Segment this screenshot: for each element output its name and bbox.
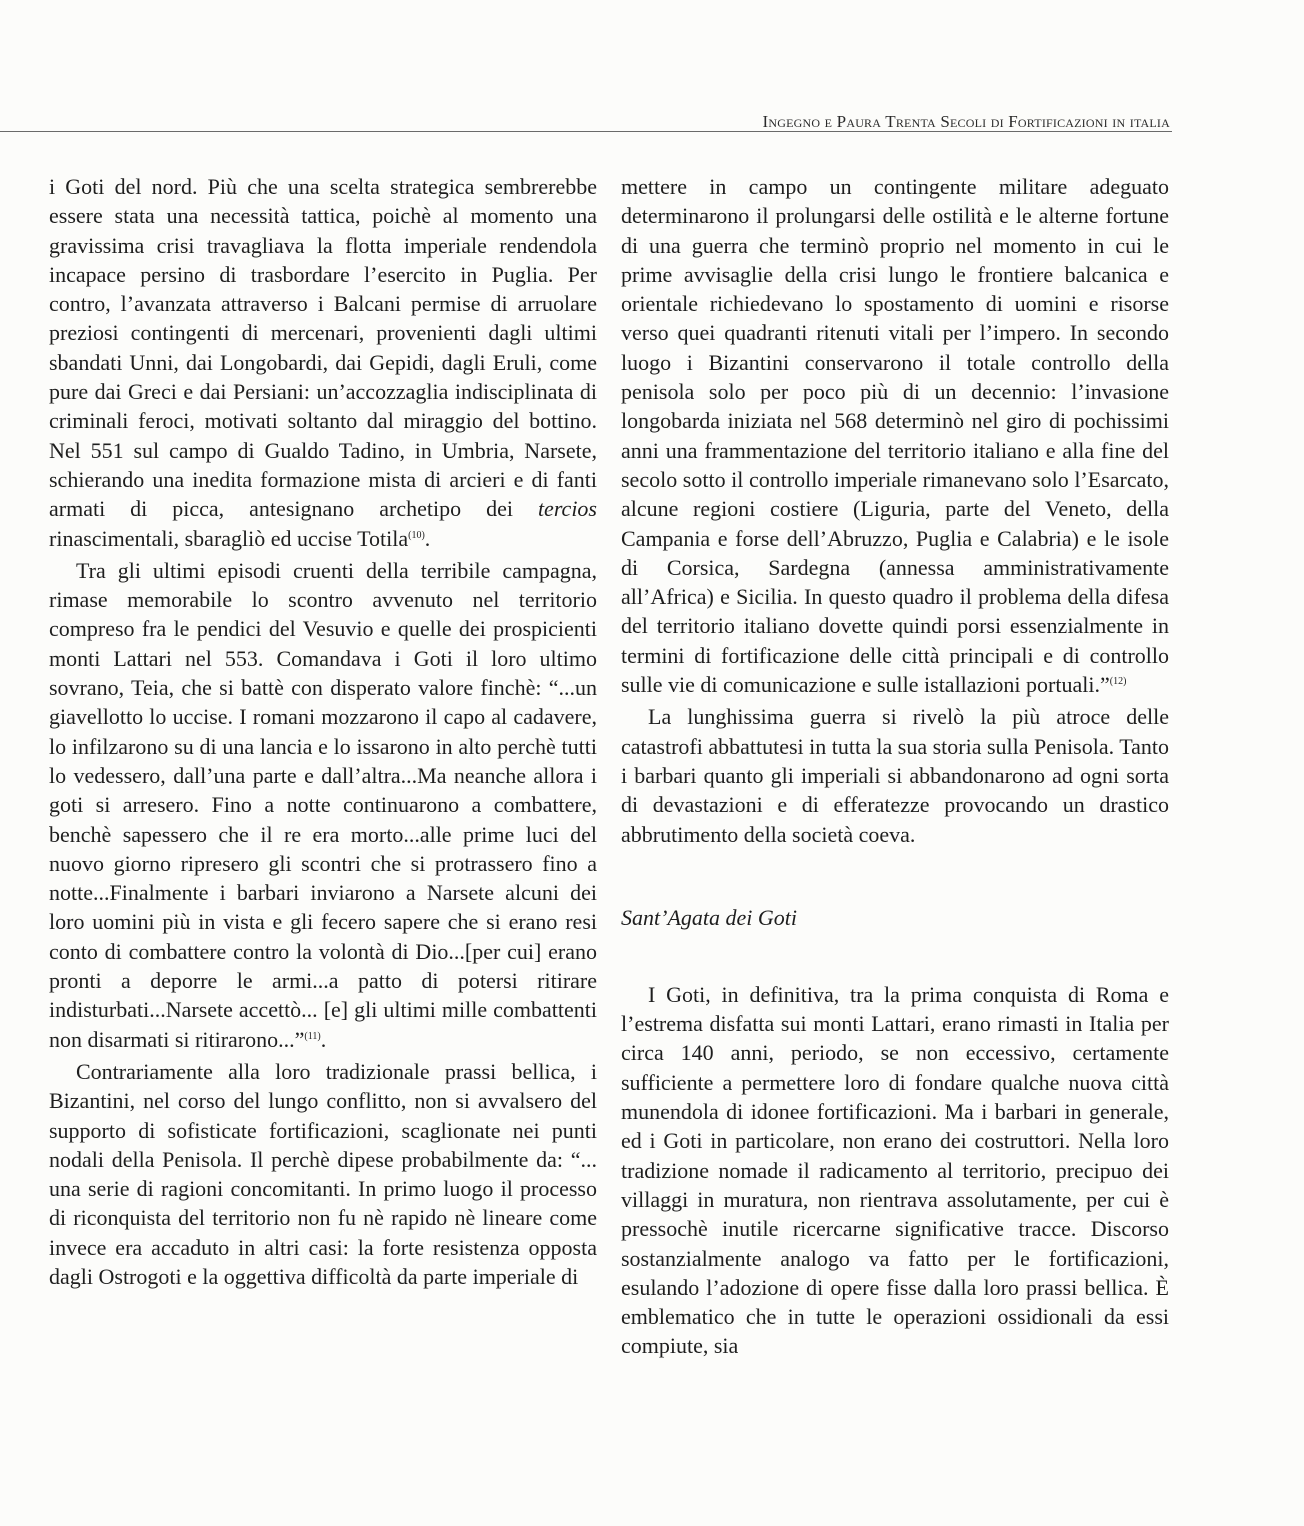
paragraph: Contrariamente alla loro tradizionale prassi bellica, i Bizantini, nel corso del lungo conflitto, non si avvalsero del supporto di sofisticate fortificazioni, scaglionate nei punti nodali della Penisola. Il perchè dipese probabilmente da: “... una serie di ragioni concomitanti. In primo luogo il processo di riconquista del territorio non fu nè rapido nè lineare come invece era accaduto in altri casi: la forte resistenza opposta dagli Ostrogoti e la oggettiva difficoltà da parte imperiale di bbox=[49, 1058, 597, 1289]
paragraph: i Goti del nord. Più che una scelta strategica sembrerebbe essere stata una necessità tattica, poichè al momento una gravissima crisi travagliava la flotta imperiale rendendola incapace persino di trasbordare l’esercito in Puglia. Per contro, l’avanzata attraverso i Balcani permise di arruolare preziosi contingenti di mercenari, provenienti dagli ultimi sbandati Unni, dai Longobardi, dai Gepidi, dagli Eruli, come pure dai Greci e dai Persiani: un’accozzaglia indisciplinata di criminali feroci, motivati soltanto dal miraggio del bottino. Nel 551 sul campo di Gualdo Tadino, in Umbria, Narsete, schierando una inedita formazione mista di arcieri e di fanti armati di picca, antesignano archetipo dei tercios rinascimentali, sbaragliò ed uccise Totila$^{(10)}$. bbox=[49, 174, 597, 551]
paragraph: Tra gli ultimi episodi cruenti della terribile campagna, rimase memorabile lo scontro avvenuto nel territorio compreso fra le pendici del Vesuvio e quelle dei prospicienti monti Lattari nel 553. Comandava i Goti il loro ultimo sovrano, Teia, che si battè con disperato valore finchè: “...un giavellotto lo uccise. I romani mozzarono il capo al cadavere, lo infilzarono su di una lancia e lo issarono in alto perchè tutti lo vedessero, dall’una parte e dall’altra...Ma neanche allora i goti si arresero. Fino a notte continuarono a combattere, benchè sapessero che il re era morto...alle prime luci del nuovo giorno ripresero gli scontri che si protrassero fino a notte...Finalmente i barbari inviarono a Narsete alcuni dei loro uomini più in vista e gli fecero sapere che si erano resi conto di combattere contro la volontà di Dio...[per cui] erano pronti a deporre le armi...a patto di potersi ritirare indisturbati...Narsete accettò... [e] gli ultimi mille combattenti non disarmati si ritirarono...”$^{(11)}$. bbox=[49, 557, 597, 1052]
footnote-ref: (10) bbox=[408, 529, 425, 541]
header-rule bbox=[0, 131, 1172, 132]
paragraph: I Goti, in definitiva, tra la prima conquista di Roma e l’estrema disfatta sui monti Lattari, erano rimasti in Italia per circa 140 anni, periodo, se non eccessivo, certamente sufficiente a permettere loro di fondare qualche nuova città munendola di idonee fortificazioni. Ma i barbari in generale, ed i Goti in particolare, non erano dei costruttori. Nella loro tradizione nomade il radicamento al territorio, precipuo dei villaggi in muratura, non rientrava assolutamente, per cui è pressochè inutile ricercarne significative tracce. Discorso sostanzialmente analogo va fatto per le fortificazioni, esulando l’adozione di opere fisse dalla loro prassi bellica. È emblematico che in tutte le operazioni ossidionali da essi compiute, sia bbox=[621, 981, 1169, 1359]
footnote-ref: (11) bbox=[304, 1030, 321, 1042]
running-header: Ingegno e Paura Trenta Secoli di Fortificazioni in italia bbox=[762, 112, 1170, 131]
footnote-ref: (12) bbox=[1109, 676, 1127, 688]
right-column bbox=[621, 172, 1169, 1361]
paragraph: mettere in campo un contingente militare adeguato determinarono il prolungarsi delle ostilità e le alterne fortune di una guerra che terminò proprio nel momento in cui le prime avvisaglie della crisi lungo le frontiere balcanica e orientale richiedevano lo spostamento di uomini e risorse verso quei quadranti ritenuti vitali per l’impero. In secondo luogo i Bizantini conservarono il totale controllo della penisola solo per poco più di un decennio: l’invasione longobarda iniziata nel 568 determinò nel giro di pochissimi anni una frammentazione del territorio italiano e alla fine del secolo sotto il controllo imperiale rimanevano solo l’Esarcato, alcune regioni costiere (Liguria, parte del Veneto, della Campania e forse dell’Abruzzo, Puglia e Calabria) e le isole di Corsica, Sardegna (annessa amministrativamente all’Africa) e Sicilia. In questo quadro il problema della difesa del territorio italiano dovette quindi porsi essenzialmente in termini di fortificazione delle città principali e di controllo sulle vie di comunicazione e sulle istallazioni portuali.”$^{(12)}$ bbox=[621, 174, 1169, 698]
section-title: Sant’Agata dei Goti bbox=[621, 904, 797, 930]
paragraph: La lunghissima guerra si rivelò la più atroce delle catastrofi abbattutesi in tutta la sua storia sulla Penisola. Tanto i barbari quanto gli imperiali si abbandonarono ad ogni sorta di devastazioni e di efferatezze provocando un drastico abbrutimento della società coeva. bbox=[621, 704, 1169, 847]
italic-term: tercios bbox=[537, 496, 597, 522]
left-column bbox=[49, 172, 597, 1291]
